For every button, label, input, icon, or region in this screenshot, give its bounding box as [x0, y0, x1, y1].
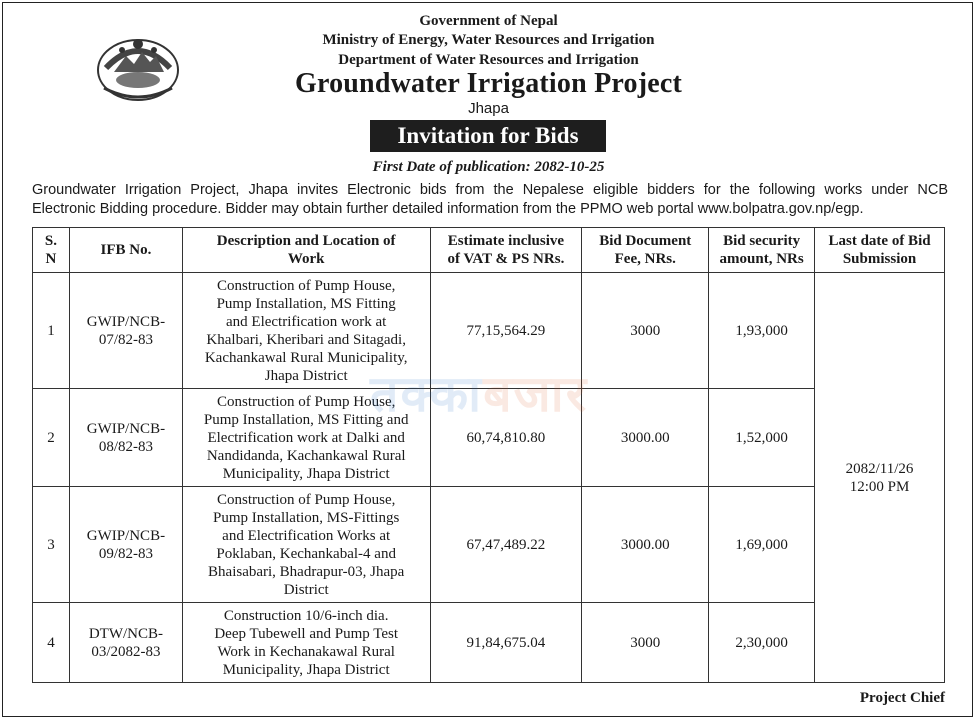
header-last-date: Last date of Bid Submission [815, 228, 945, 273]
header-description: Description and Location of Work [182, 228, 430, 273]
intro-text-line1: Groundwater Irrigation Project, Jhapa invites Electronic bids from the Nepalese eligible bidders for the following works under NCB [32, 182, 948, 198]
cell-description: Construction of Pump House, Pump Installation, MS Fitting and Electrification work at Khalbari, Kheribari and Sitagadi, Kachankawal Rural Municipality, Jhapa District [182, 273, 430, 389]
cell-estimate: 91,84,675.04 [430, 603, 582, 683]
cell-estimate: 60,74,810.80 [430, 389, 582, 487]
cell-ifb: GWIP/NCB- 07/82-83 [69, 273, 182, 389]
table-row [33, 273, 945, 389]
cell-fee: 3000 [582, 603, 709, 683]
cell-security: 1,52,000 [709, 389, 815, 487]
table-row [33, 389, 945, 487]
cell-security: 2,30,000 [709, 603, 815, 683]
header-fee: Bid Document Fee, NRs. [582, 228, 709, 273]
watermark-logo: तक्काबजार [370, 365, 589, 423]
header-ifb: IFB No. [69, 228, 182, 273]
cell-description: Construction of Pump House, Pump Installation, MS Fitting and Electrification work at Dalki and Nandidanda, Kachankawal Rural Municipality, Jhapa District [182, 389, 430, 487]
cell-fee: 3000 [582, 273, 709, 389]
header-estimate: Estimate inclusive of VAT & PS NRs. [430, 228, 582, 273]
header-sn: S. N [33, 228, 70, 273]
publication-date: First Date of publication: 2082-10-25 [372, 159, 605, 175]
cell-fee: 3000.00 [582, 389, 709, 487]
project-title: Groundwater Irrigation Project [294, 68, 683, 99]
ministry-title: Ministry of Energy, Water Resources and Irrigation [322, 32, 655, 48]
header-security: Bid security amount, NRs [709, 228, 815, 273]
cell-sn: 4 [33, 603, 70, 683]
intro-text-line2: Electronic Bidding procedure. Bidder may obtain further detailed information from the PPMO web portal www.bolpatra.gov.np/egp. [32, 201, 864, 217]
bids-table [32, 227, 945, 683]
cell-estimate: 67,47,489.22 [430, 487, 582, 603]
signature-title: Project Chief [859, 690, 945, 706]
cell-security: 1,93,000 [709, 273, 815, 389]
cell-sn: 2 [33, 389, 70, 487]
cell-ifb: GWIP/NCB- 08/82-83 [69, 389, 182, 487]
invitation-banner: Invitation for Bids [370, 120, 606, 152]
table-row [33, 487, 945, 603]
table-row [33, 603, 945, 683]
cell-security: 1,69,000 [709, 487, 815, 603]
cell-sn: 3 [33, 487, 70, 603]
government-title: Government of Nepal [419, 13, 558, 29]
cell-ifb: GWIP/NCB- 09/82-83 [69, 487, 182, 603]
department-title: Department of Water Resources and Irrigation [338, 52, 639, 68]
cell-last-date: 2082/11/26 12:00 PM [815, 273, 945, 683]
cell-estimate: 77,15,564.29 [430, 273, 582, 389]
cell-sn: 1 [33, 273, 70, 389]
cell-ifb: DTW/NCB- 03/2082-83 [69, 603, 182, 683]
cell-fee: 3000.00 [582, 487, 709, 603]
cell-description: Construction of Pump House, Pump Installation, MS-Fittings and Electrification Works at Poklaban, Kechankabal-4 and Bhaisabari, Bhadrapur-03, Jhapa District [182, 487, 430, 603]
project-location: Jhapa [468, 100, 509, 117]
table-header-row [33, 228, 945, 273]
cell-description: Construction 10/6-inch dia. Deep Tubewell and Pump Test Work in Kechanakawal Rural Municipality, Jhapa District [182, 603, 430, 683]
